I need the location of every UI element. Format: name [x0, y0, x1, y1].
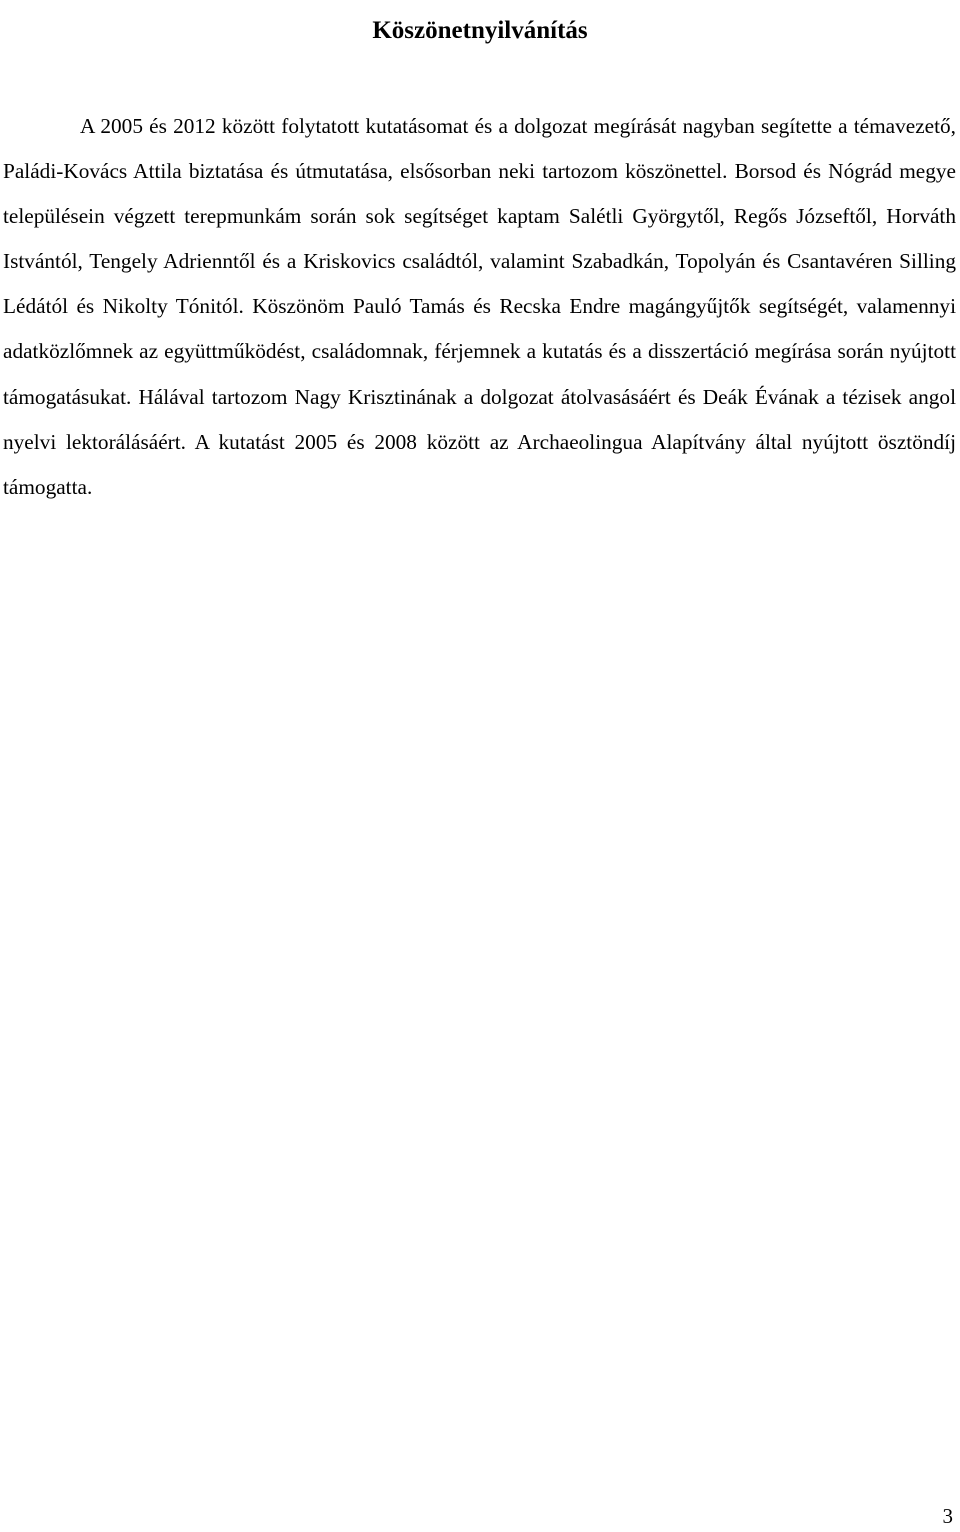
acknowledgement-paragraph: A 2005 és 2012 között folytatott kutatásomat és a dolgozat megírását nagyban segítette a témavezető, Paládi-Kovács Attila biztatása és útmutatása, elsősorban neki tartozom köszönettel. Borsod és Nógrád megye településein végzett terepmunkám során sok segítséget kaptam Salétli Györgytől, Regős Józseftől, Horváth Istvántól, Tengely Adrienntől és a Kriskovics családtól, valamint Szabadkán, Topolyán és Csantavéren Silling Lédától és Nikolty Tónitól. Köszönöm Pauló Tamás és Recska Endre magángyűjtők segítségét, valamennyi adatközlőmnek az együttműködést, családomnak, férjemnek a kutatás és a disszertáció megírása során nyújtott támogatásukat. Hálával tartozom Nagy Krisztinának a dolgozat átolvasásáért és Deák Évának a tézisek angol nyelvi lektorálásáért. A kutatást 2005 és 2008 között az Archaeolingua Alapítvány által nyújtott ösztöndíj támogatta. — [3, 114, 956, 499]
page-number: 3 — [942, 1504, 953, 1528]
page-title: Köszönetnyilvánítás — [372, 16, 588, 44]
